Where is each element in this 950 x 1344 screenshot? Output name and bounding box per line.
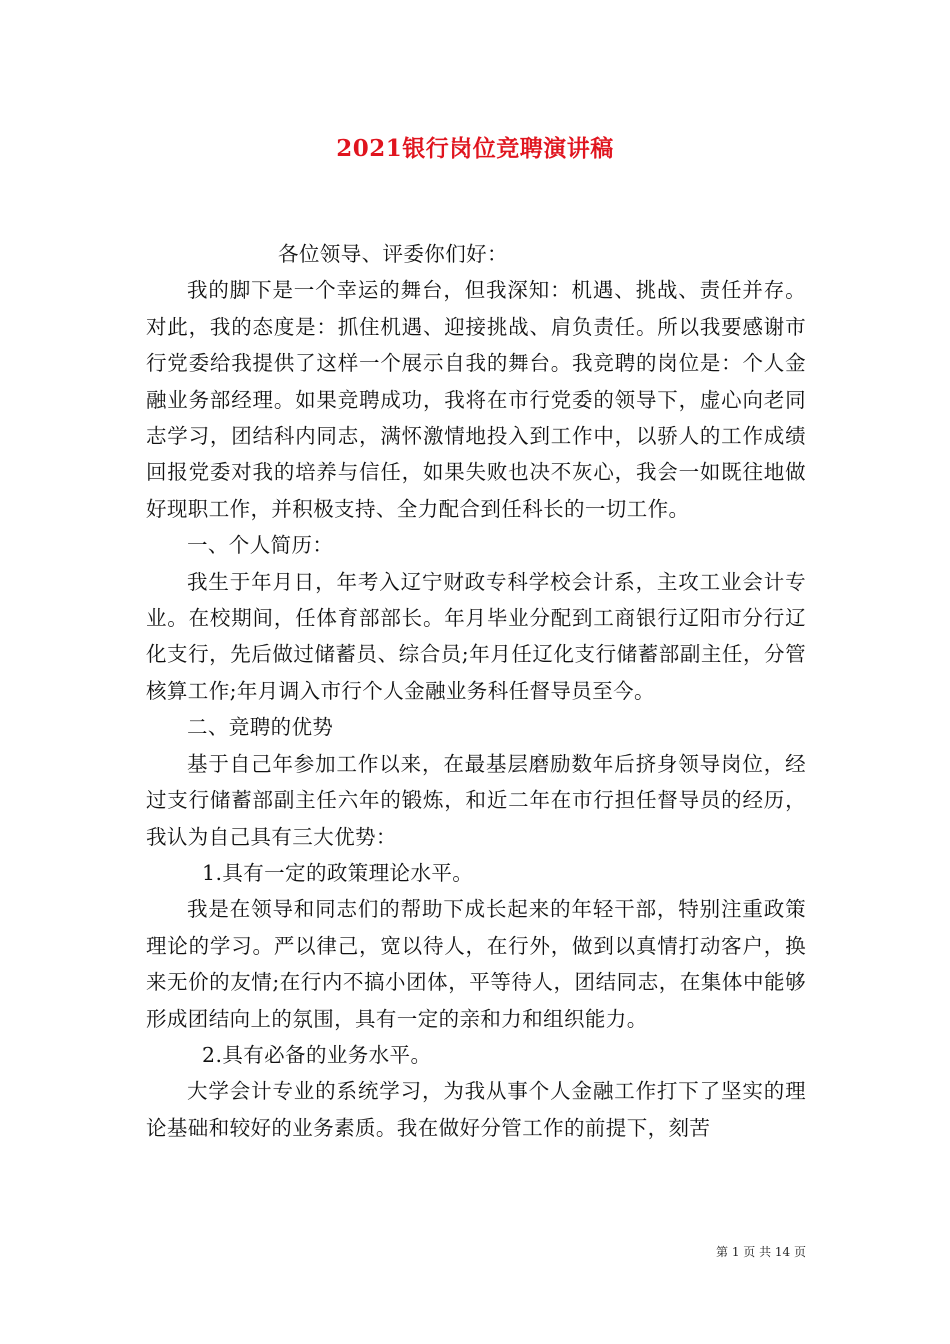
paragraph-policy: 我是在领导和同志们的帮助下成长起来的年轻干部，特别注重政策理论的学习。严以律己，宽以待人，在行外，做到以真情打动客户，换来无价的友情;在行内不搞小团体，平等待人，团结同志，在集体中能够形成团结向上的氛围，具有一定的亲和力和组织能力。 bbox=[146, 897, 806, 1031]
paragraph-intro: 我的脚下是一个幸运的舞台，但我深知：机遇、挑战、责任并存。对此，我的态度是：抓住机遇、迎接挑战、肩负责任。所以我要感谢市行党委给我提供了这样一个展示自我的舞台。我竞聘的岗位是：个人金融业务部经理。如果竞聘成功，我将在市行党委的领导下，虚心向老同志学习，团结科内同志，满怀激情地投入到工作中，以骄人的工作成绩回报党委对我的培养与信任，如果失败也决不灰心，我会一如既往地做好现职工作，并积极支持、全力配合到任科长的一切工作。 bbox=[146, 278, 806, 521]
page-number-footer: 第 1 页 共 14 页 bbox=[716, 1245, 806, 1259]
paragraph-business: 大学会计专业的系统学习，为我从事个人金融工作打下了坚实的理论基础和较好的业务素质。我在做好分管工作的前提下，刻苦 bbox=[146, 1079, 806, 1140]
numbered-item-1: 1.具有一定的政策理论水平。 bbox=[202, 860, 474, 885]
section-heading-advantages: 二、竞聘的优势 bbox=[187, 715, 334, 740]
paragraph-advantages: 基于自己年参加工作以来，在最基层磨励数年后挤身领导岗位，经过支行储蓄部副主任六年的锻炼，和近二年在市行担任督导员的经历，我认为自己具有三大优势： bbox=[146, 751, 806, 849]
numbered-item-2: 2.具有必备的业务水平。 bbox=[202, 1042, 432, 1067]
document-title: 2021银行岗位竞聘演讲稿 bbox=[336, 135, 614, 162]
document-body bbox=[146, 236, 806, 1146]
section-heading-resume: 一、个人简历： bbox=[187, 533, 334, 558]
paragraph-resume: 我生于年月日，年考入辽宁财政专科学校会计系，主攻工业会计专业。在校期间，任体育部部长。年月毕业分配到工商银行辽阳市分行辽化支行，先后做过储蓄员、综合员;年月任辽化支行储蓄部副主任，分管核算工作;年月调入市行个人金融业务科任督导员至今。 bbox=[146, 569, 806, 703]
greeting-line: 各位领导、评委你们好： bbox=[278, 242, 508, 266]
